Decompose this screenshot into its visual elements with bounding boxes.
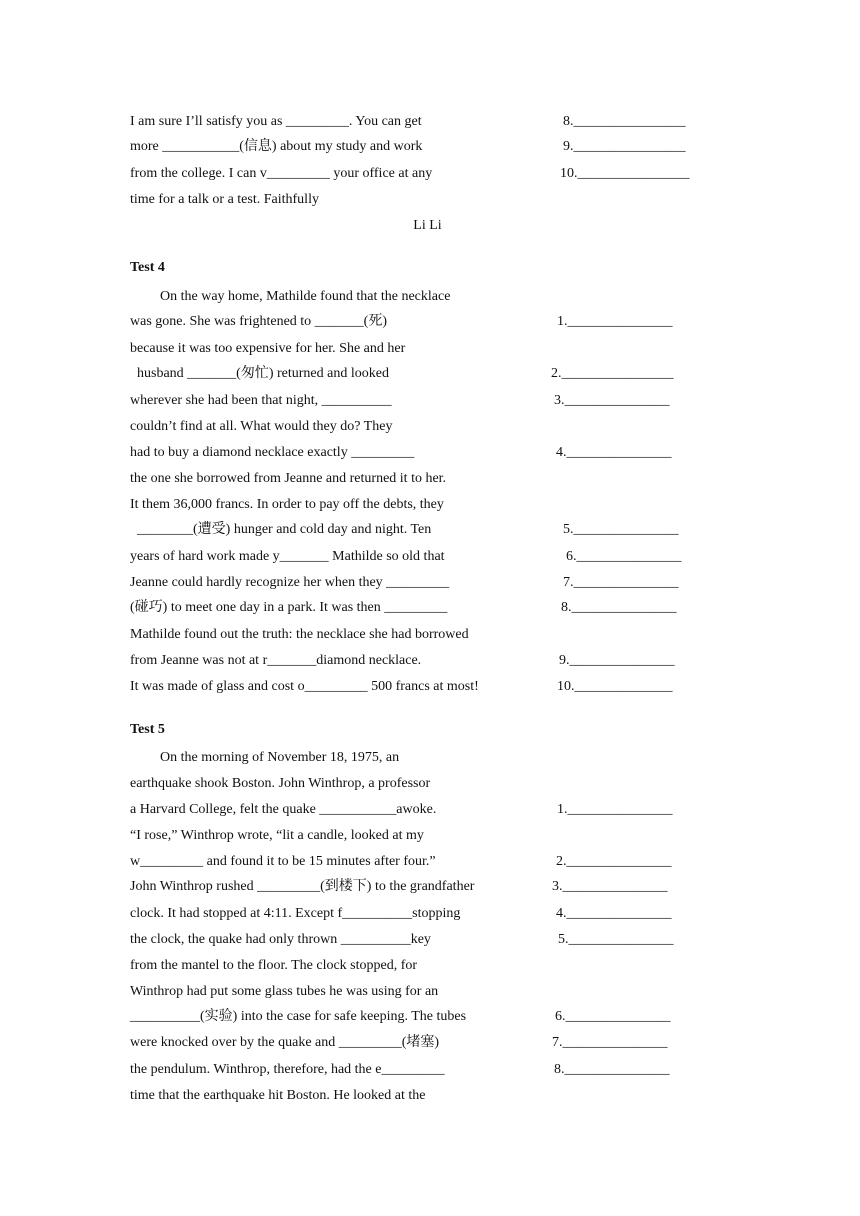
text-line: husband _______(匆忙) returned and looked <box>130 366 389 381</box>
signature: Li Li <box>413 218 442 233</box>
answer-blank: 6._______________ <box>566 549 682 564</box>
text-line: the clock, the quake had only thrown __________key <box>130 932 431 947</box>
section-heading: Test 5 <box>130 722 165 737</box>
text-line: Winthrop had put some glass tubes he was using for an <box>130 984 439 999</box>
text-line: had to buy a diamond necklace exactly _________ <box>130 445 415 460</box>
text-line: clock. It had stopped at 4:11. Except f__________stopping <box>130 906 461 921</box>
section-heading: Test 4 <box>130 260 165 275</box>
text-line: It them 36,000 francs. In order to pay off the debts, they <box>130 497 444 512</box>
text-line: On the way home, Mathilde found that the necklace <box>160 289 451 304</box>
text-line: w_________ and found it to be 15 minutes after four.” <box>130 854 436 869</box>
text-line: Jeanne could hardly recognize her when they _________ <box>130 575 450 590</box>
text-line: couldn’t find at all. What would they do? They <box>130 419 393 434</box>
answer-blank: 4._______________ <box>556 906 672 921</box>
text-line: from the mantel to the floor. The clock stopped, for <box>130 958 418 973</box>
text-line: It was made of glass and cost o_________ 500 francs at most! <box>130 679 479 694</box>
answer-blank: 6._______________ <box>555 1009 671 1024</box>
answer-blank: 7._______________ <box>552 1035 668 1050</box>
text-line: a Harvard College, felt the quake ___________awoke. <box>130 802 437 817</box>
text-line: “I rose,” Winthrop wrote, “lit a candle, looked at my <box>130 828 424 843</box>
text-line: (碰巧) to meet one day in a park. It was then _________ <box>130 600 448 615</box>
text-line: more ___________(信息) about my study and work <box>130 139 423 154</box>
answer-blank: 4._______________ <box>556 445 672 460</box>
text-line: the one she borrowed from Jeanne and returned it to her. <box>130 471 447 486</box>
answer-blank: 9._______________ <box>559 653 675 668</box>
answer-blank: 3._______________ <box>552 879 668 894</box>
text-line: the pendulum. Winthrop, therefore, had the e_________ <box>130 1062 445 1077</box>
answer-blank: 8._______________ <box>561 600 677 615</box>
answer-blank: 2.________________ <box>551 366 674 381</box>
answer-blank: 2._______________ <box>556 854 672 869</box>
text-line: from the college. I can v_________ your office at any <box>130 166 433 181</box>
text-line: was gone. She was frightened to _______(死) <box>130 314 388 329</box>
text-line: On the morning of November 18, 1975, an <box>160 750 400 765</box>
text-line: years of hard work made y_______ Mathilde so old that <box>130 549 445 564</box>
answer-blank: 8.________________ <box>563 114 686 129</box>
answer-blank: 1._______________ <box>557 802 673 817</box>
text-line: __________(实验) into the case for safe keeping. The tubes <box>130 1009 467 1024</box>
answer-blank: 10.______________ <box>557 679 673 694</box>
text-line: ________(遭受) hunger and cold day and night. Ten <box>130 522 432 537</box>
answer-blank: 10.________________ <box>560 166 690 181</box>
answer-blank: 5._______________ <box>558 932 674 947</box>
answer-blank: 1._______________ <box>557 314 673 329</box>
text-line: wherever she had been that night, __________ <box>130 393 392 408</box>
text-line: because it was too expensive for her. She and her <box>130 341 406 356</box>
text-line: time for a talk or a test. Faithfully <box>130 192 319 207</box>
text-line: from Jeanne was not at r_______diamond necklace. <box>130 653 422 668</box>
text-line: I am sure I’ll satisfy you as _________. You can get <box>130 114 422 129</box>
answer-blank: 8._______________ <box>554 1062 670 1077</box>
answer-blank: 3._______________ <box>554 393 670 408</box>
text-line: Mathilde found out the truth: the necklace she had borrowed <box>130 627 469 642</box>
text-line: earthquake shook Boston. John Winthrop, a professor <box>130 776 431 791</box>
text-line: time that the earthquake hit Boston. He looked at the <box>130 1088 426 1103</box>
text-line: John Winthrop rushed _________(到楼下) to the grandfather <box>130 879 475 894</box>
answer-blank: 9.________________ <box>563 139 686 154</box>
answer-blank: 7._______________ <box>563 575 679 590</box>
text-line: were knocked over by the quake and _________(堵塞) <box>130 1035 440 1050</box>
answer-blank: 5._______________ <box>563 522 679 537</box>
